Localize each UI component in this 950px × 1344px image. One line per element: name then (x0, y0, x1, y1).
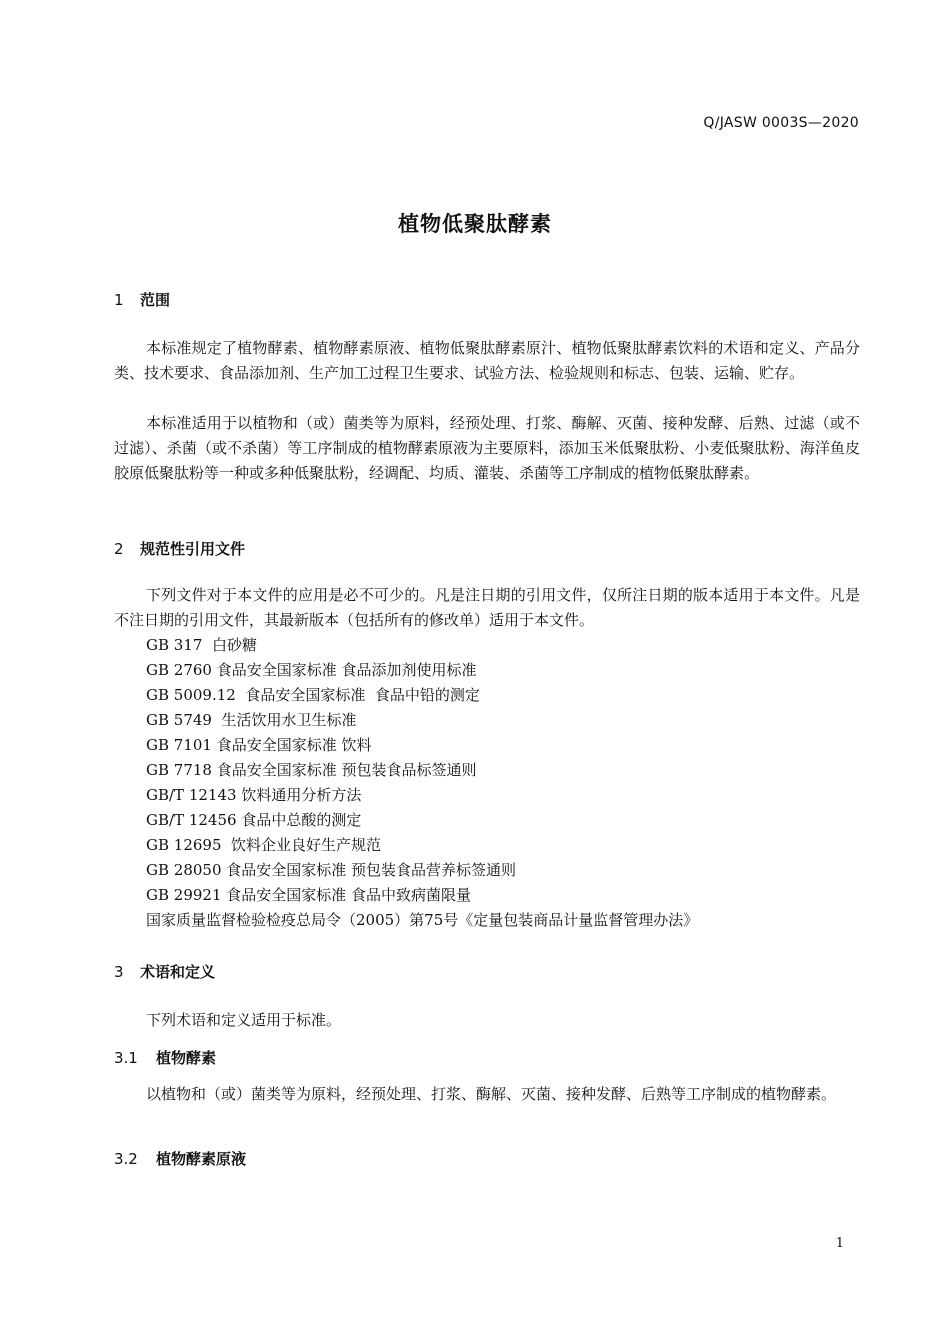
subsection-3-1-heading (114, 1047, 216, 1068)
reference-item: GB 5749 生活饮用水卫生标准 (146, 711, 357, 729)
subsection-3-2-heading (114, 1148, 246, 1169)
page-number: 1 (835, 1236, 844, 1251)
reference-item: GB 317 白砂糖 (146, 636, 257, 654)
reference-item: GB 12695 饮料企业良好生产规范 (146, 836, 382, 854)
reference-item: GB 2760 食品安全国家标准 食品添加剂使用标准 (146, 661, 477, 679)
subsection-number: 3.1 (114, 1049, 138, 1067)
subsection-title: 植物酵素 (156, 1049, 217, 1067)
reference-item: GB 28050 食品安全国家标准 预包装食品营养标签通则 (146, 861, 517, 879)
document-title: 植物低聚肽酵素 (398, 212, 552, 236)
section-1-paragraph-2: 本标准适用于以植物和（或）菌类等为原料，经预处理、打浆、酶解、灭菌、接种发酵、后熟、过滤（或不过滤）、杀菌（或不杀菌）等工序制成的植物酵素原液为主要原料，添加玉米低聚肽粉、小麦低聚肽粉、海洋鱼皮胶原低聚肽粉等一种或多种低聚肽粉，经调配、均质、灌装、杀菌等工序制成的植物低聚肽酵素。 (114, 414, 860, 482)
reference-item: GB 5009.12 食品安全国家标准 食品中铅的测定 (146, 686, 480, 704)
section-number: 3 (114, 963, 124, 981)
section-3-heading (114, 961, 215, 982)
reference-item: GB/T 12143 饮料通用分析方法 (146, 786, 362, 804)
reference-item: GB/T 12456 食品中总酸的测定 (146, 811, 362, 829)
reference-item: 国家质量监督检验检疫总局令（2005）第75号《定量包装商品计量监督管理办法》 (146, 911, 699, 929)
section-title: 规范性引用文件 (140, 540, 246, 558)
reference-item: GB 29921 食品安全国家标准 食品中致病菌限量 (146, 886, 472, 904)
normative-references-list (146, 633, 698, 933)
subsection-number: 3.2 (114, 1150, 138, 1168)
reference-item: GB 7101 食品安全国家标准 饮料 (146, 736, 372, 754)
section-title: 术语和定义 (140, 963, 216, 981)
section-1-paragraph-1: 本标准规定了植物酵素、植物酵素原液、植物低聚肽酵素原汁、植物低聚肽酵素饮料的术语和定义、产品分类、技术要求、食品添加剂、生产加工过程卫生要求、试验方法、检验规则和标志、包装、运输、贮存。 (114, 339, 860, 382)
section-number: 1 (114, 291, 124, 309)
section-title: 范围 (140, 291, 171, 309)
subsection-3-1-paragraph: 以植物和（或）菌类等为原料，经预处理、打浆、酶解、灭菌、接种发酵、后熟等工序制成的植物酵素。 (146, 1085, 837, 1103)
document-code: Q/JASW 0003S—2020 (703, 115, 859, 131)
section-number: 2 (114, 540, 124, 558)
reference-item: GB 7718 食品安全国家标准 预包装食品标签通则 (146, 761, 477, 779)
section-2-paragraph-1: 下列文件对于本文件的应用是必不可少的。凡是注日期的引用文件，仅所注日期的版本适用于本文件。凡是不注日期的引用文件，其最新版本（包括所有的修改单）适用于本文件。 (114, 586, 860, 629)
subsection-title: 植物酵素原液 (156, 1150, 247, 1168)
section-1-heading (114, 289, 170, 310)
section-3-paragraph-1: 下列术语和定义适用于标准。 (146, 1011, 342, 1029)
section-2-heading (114, 538, 245, 559)
